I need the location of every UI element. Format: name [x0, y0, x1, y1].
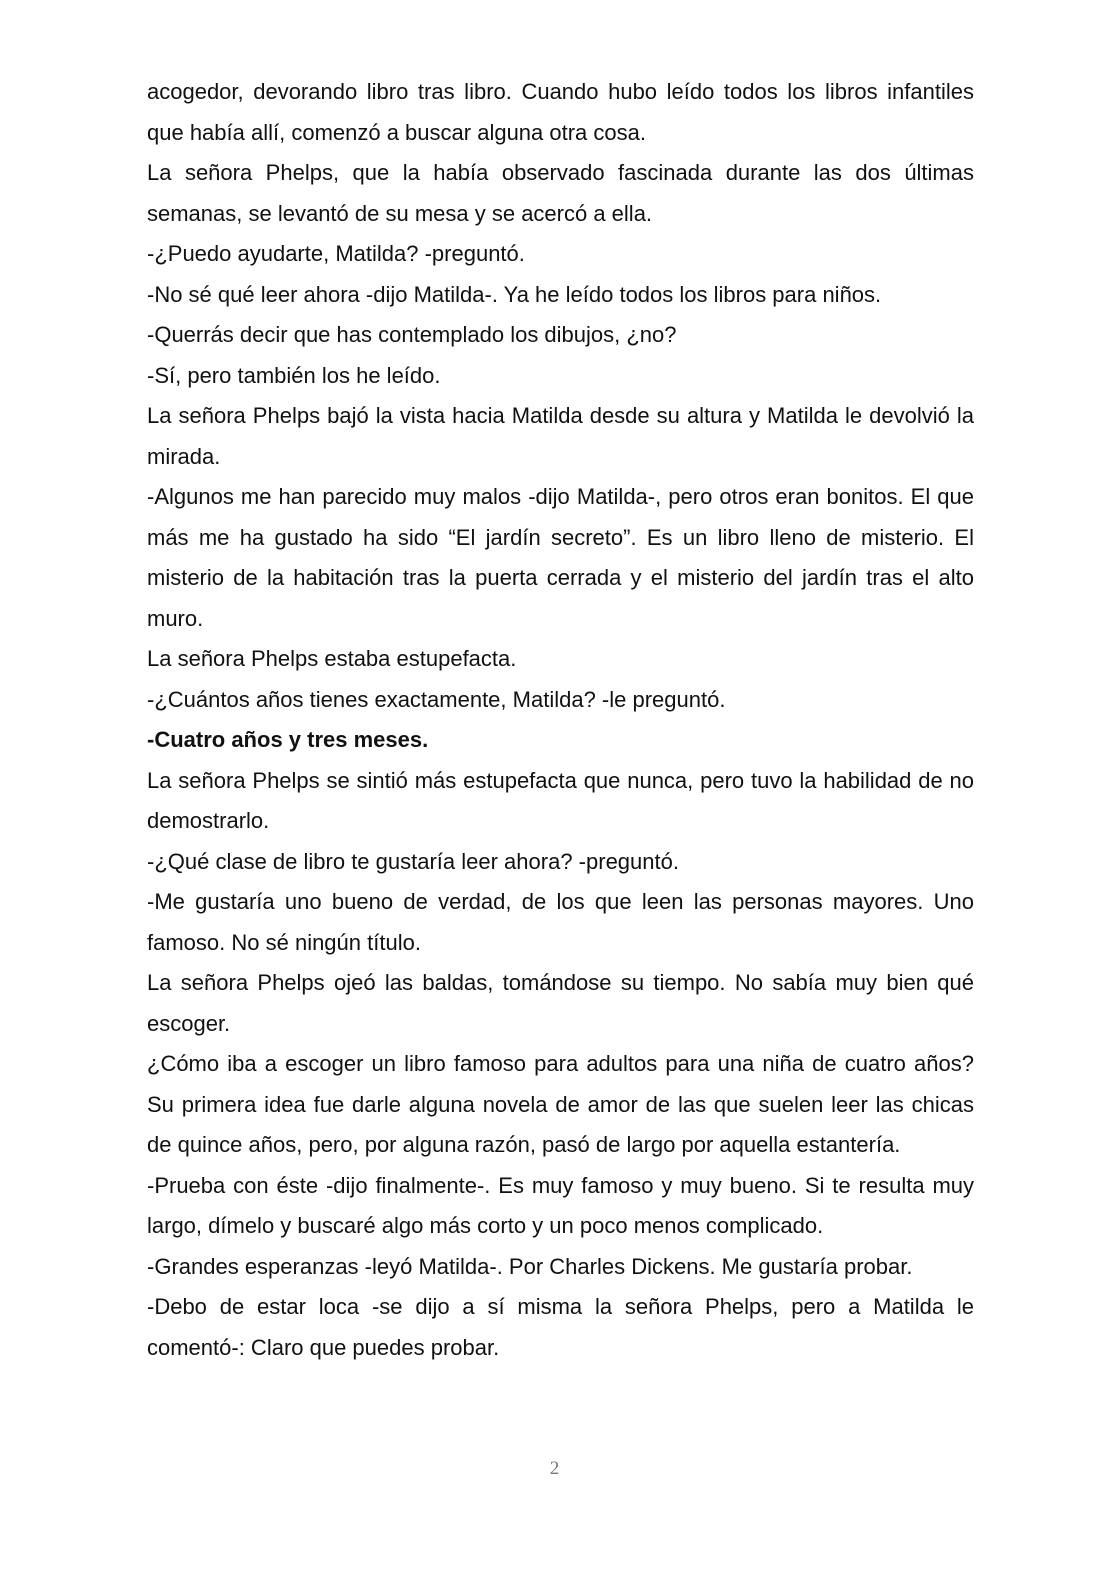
paragraph: La señora Phelps estaba estupefacta. [147, 646, 517, 671]
paragraph: -Algunos me han parecido muy malos -dijo Matilda-, pero otros eran bonitos. El que más me ha gustado ha sido “El jardín secreto”. Es un libro lleno de misterio. El misterio de la habitación tras la puerta cerrada y el misterio del jardín tras el alto muro. [147, 484, 974, 631]
paragraph: La señora Phelps ojeó las baldas, tomándose su tiempo. No sabía muy bien qué escoger. [147, 970, 974, 1036]
paragraph: -Me gustaría uno bueno de verdad, de los que leen las personas mayores. Uno famoso. No sé ningún título. [147, 889, 974, 955]
page-number: 2 [549, 1458, 560, 1479]
paragraph: -Prueba con éste -dijo finalmente-. Es muy famoso y muy bueno. Si te resulta muy largo, dímelo y buscaré algo más corto y un poco menos complicado. [147, 1172, 974, 1238]
paragraph: La señora Phelps se sintió más estupefacta que nunca, pero tuvo la habilidad de no demostrarlo. [147, 767, 974, 833]
paragraph: -¿Qué clase de libro te gustaría leer ahora? -preguntó. [147, 848, 679, 874]
paragraph: -Querrás decir que has contemplado los dibujos, ¿no? [147, 322, 677, 347]
paragraph: La señora Phelps bajó la vista hacia Matilda desde su altura y Matilda le devolvió la mirada. [147, 403, 974, 469]
paragraph: acogedor, devorando libro tras libro. Cuando hubo leído todos los libros infantiles que había allí, comenzó a buscar alguna otra cosa. [147, 79, 974, 145]
paragraph: -¿Cuántos años tienes exactamente, Matilda? -le preguntó. [147, 686, 726, 712]
paragraph: La señora Phelps, que la había observado fascinada durante las dos últimas semanas, se levantó de su mesa y se acercó a ella. [147, 160, 974, 226]
paragraph: ¿Cómo iba a escoger un libro famoso para adultos para una niña de cuatro años? Su primera idea fue darle alguna novela de amor de las que suelen leer las chicas de quince años, pero, por alguna razón, pasó de largo por aquella estantería. [147, 1051, 974, 1157]
paragraph: -No sé qué leer ahora -dijo Matilda-. Ya he leído todos los libros para niños. [147, 281, 882, 307]
paragraph-bold: -Cuatro años y tres meses. [147, 727, 429, 752]
paragraph: -Grandes esperanzas -leyó Matilda-. Por Charles Dickens. Me gustaría probar. [147, 1253, 913, 1279]
document-body [147, 72, 974, 1368]
paragraph: -Debo de estar loca -se dijo a sí misma la señora Phelps, pero a Matilda le comentó-: Claro que puedes probar. [147, 1294, 974, 1360]
paragraph: -Sí, pero también los he leído. [147, 362, 441, 388]
paragraph: -¿Puedo ayudarte, Matilda? -preguntó. [147, 241, 525, 266]
